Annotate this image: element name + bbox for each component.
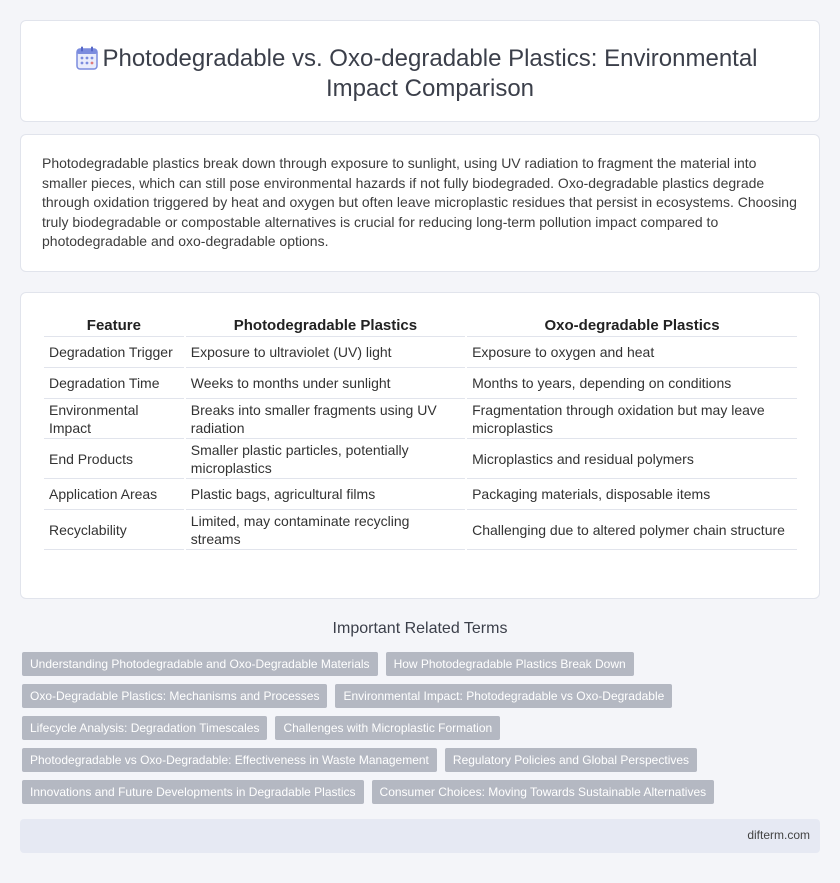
- photodegradable-cell: Smaller plastic particles, potentially microplastics: [186, 439, 465, 479]
- table-row: [44, 439, 797, 479]
- photodegradable-cell: Plastic bags, agricultural films: [186, 479, 465, 510]
- photodegradable-cell: Breaks into smaller fragments using UV radiation: [186, 399, 465, 439]
- tag-row: [22, 684, 802, 708]
- footer-site-link[interactable]: difterm.com: [747, 828, 810, 842]
- oxo-degradable-cell: Months to years, depending on conditions: [467, 368, 797, 399]
- page-title-text: Photodegradable vs. Oxo-degradable Plastics: Environmental Impact Comparison: [102, 45, 758, 102]
- feature-cell: Degradation Time: [44, 368, 184, 399]
- oxo-degradable-cell: Challenging due to altered polymer chain structure: [467, 510, 797, 550]
- photodegradable-cell: Weeks to months under sunlight: [186, 368, 465, 399]
- header-oxo-degradable: Oxo-degradable Plastics: [467, 315, 797, 337]
- related-terms-list: [22, 652, 802, 812]
- table-row: [44, 337, 797, 368]
- feature-cell: Recyclability: [44, 510, 184, 550]
- header-photodegradable: Photodegradable Plastics: [186, 315, 465, 337]
- related-term-tag[interactable]: Photodegradable vs Oxo-Degradable: Effectiveness in Waste Management: [22, 748, 437, 772]
- related-term-tag[interactable]: Understanding Photodegradable and Oxo-Degradable Materials: [22, 652, 378, 676]
- related-term-tag[interactable]: Environmental Impact: Photodegradable vs Oxo-Degradable: [335, 684, 672, 708]
- tag-row: [22, 780, 802, 804]
- related-term-tag[interactable]: Regulatory Policies and Global Perspectives: [445, 748, 697, 772]
- related-term-tag[interactable]: Challenges with Microplastic Formation: [275, 716, 500, 740]
- related-term-tag[interactable]: How Photodegradable Plastics Break Down: [386, 652, 634, 676]
- tag-row: [22, 748, 802, 772]
- photodegradable-cell: Limited, may contaminate recycling streams: [186, 510, 465, 550]
- related-term-tag[interactable]: Innovations and Future Developments in Degradable Plastics: [22, 780, 364, 804]
- oxo-degradable-cell: Packaging materials, disposable items: [467, 479, 797, 510]
- table-header-row: [44, 315, 797, 337]
- related-term-tag[interactable]: Lifecycle Analysis: Degradation Timescales: [22, 716, 267, 740]
- related-terms-title: Important Related Terms: [332, 620, 508, 637]
- feature-cell: Degradation Trigger: [44, 337, 184, 368]
- feature-cell: End Products: [44, 439, 184, 479]
- footer: [20, 819, 820, 853]
- comparison-table: [42, 315, 799, 550]
- table-row: [44, 479, 797, 510]
- oxo-degradable-cell: Microplastics and residual polymers: [467, 439, 797, 479]
- intro-card: [20, 134, 820, 272]
- oxo-degradable-cell: Exposure to oxygen and heat: [467, 337, 797, 368]
- oxo-degradable-cell: Fragmentation through oxidation but may leave microplastics: [467, 399, 797, 439]
- related-term-tag[interactable]: Oxo-Degradable Plastics: Mechanisms and Processes: [22, 684, 327, 708]
- table-row: [44, 368, 797, 399]
- table-row: [44, 399, 797, 439]
- tag-row: [22, 652, 802, 676]
- title-card: [20, 20, 820, 122]
- related-term-tag[interactable]: Consumer Choices: Moving Towards Sustainable Alternatives: [372, 780, 715, 804]
- feature-cell: Environmental Impact: [44, 399, 184, 439]
- header-feature: Feature: [44, 315, 184, 337]
- feature-cell: Application Areas: [44, 479, 184, 510]
- comparison-card: [20, 292, 820, 599]
- photodegradable-cell: Exposure to ultraviolet (UV) light: [186, 337, 465, 368]
- table-row: [44, 510, 797, 550]
- tag-row: [22, 716, 802, 740]
- page-title: [21, 44, 819, 104]
- intro-paragraph: Photodegradable plastics break down through exposure to sunlight, using UV radiation to fragment the material into smaller pieces, which can still pose environmental hazards if not fully biodegraded. Oxo-degradable plastics degrade through oxidation triggered by heat and oxygen but often leave microplastic residues that persist in ecosystems. Choosing truly biodegradable or compostable alternatives is crucial for reducing long-term pollution impact compared to photodegradable and oxo-degradable options.: [42, 155, 797, 249]
